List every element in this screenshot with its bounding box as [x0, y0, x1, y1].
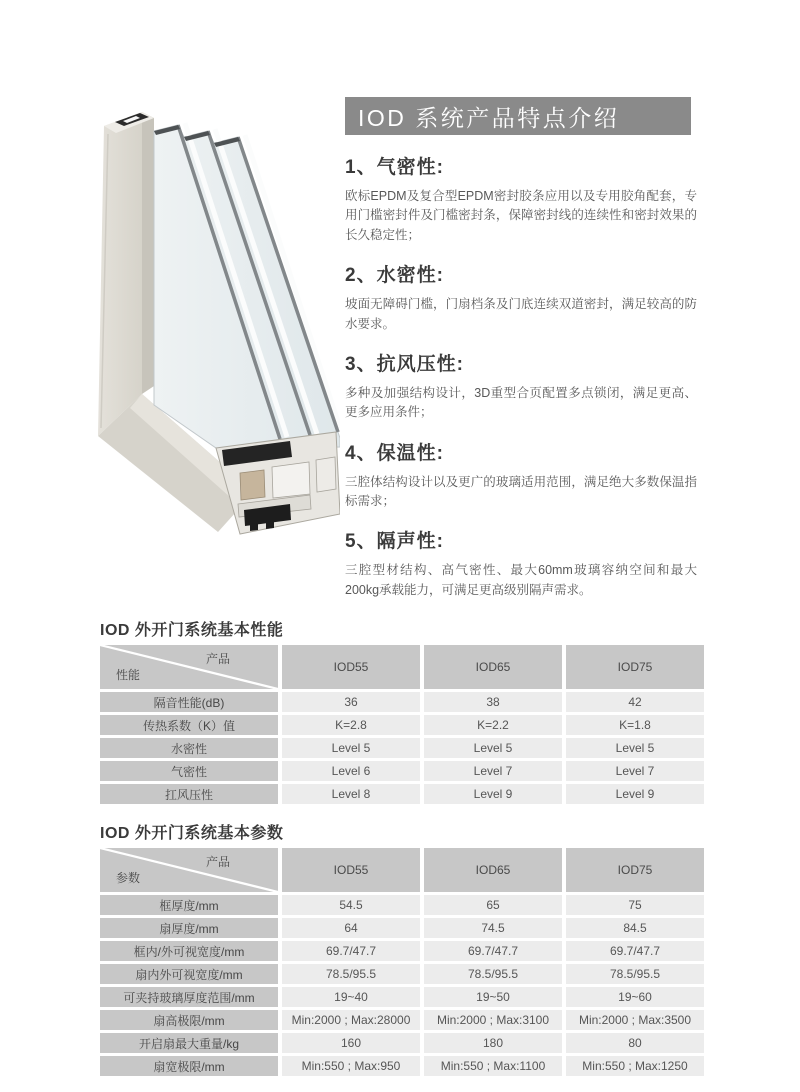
- cell-value: 64: [282, 918, 420, 938]
- performance-table-title: IOD 外开门系统基本性能: [100, 622, 284, 639]
- cell-value: Min:2000 ; Max:3500: [566, 1010, 704, 1030]
- profile-chamber: [272, 462, 310, 498]
- cell-value: 180: [424, 1033, 562, 1053]
- profile-chamber: [316, 457, 336, 492]
- row-label: 气密性: [100, 761, 278, 781]
- cell-value: 54.5: [282, 895, 420, 915]
- feature-heading: 1、气密性:: [345, 157, 444, 178]
- cell-value: Level 7: [566, 761, 704, 781]
- feature-heading: 3、抗风压性:: [345, 353, 464, 375]
- column-header: IOD65: [424, 645, 562, 689]
- cell-value: 65: [424, 895, 562, 915]
- row-label: 水密性: [100, 738, 278, 758]
- row-label: 传热系数（K）值: [100, 715, 278, 735]
- cell-value: 78.5/95.5: [566, 964, 704, 984]
- cell-value: 19~60: [566, 987, 704, 1007]
- parameters-table: [100, 848, 704, 1076]
- cell-value: 78.5/95.5: [424, 964, 562, 984]
- feature-body: 三腔体结构设计以及更广的玻璃适用范围，满足绝大多数保温指标需求；: [345, 474, 697, 508]
- thermal-break-insert: [240, 470, 265, 500]
- feature-body: 多种及加强结构设计，3D重型合页配置多点锁闭，满足更高、更多应用条件；: [345, 385, 697, 420]
- cell-value: 80: [566, 1033, 704, 1053]
- cell-value: 78.5/95.5: [282, 964, 420, 984]
- table-corner-cell: [100, 848, 278, 892]
- cell-value: Level 5: [424, 738, 562, 758]
- column-header: IOD75: [566, 645, 704, 689]
- row-label: 隔音性能(dB): [100, 692, 278, 712]
- corner-label-product: 产品: [205, 855, 230, 869]
- feature-list: [345, 150, 697, 600]
- cell-value: Min:550 ; Max:1100: [424, 1056, 562, 1076]
- corner-label-product: 产品: [205, 652, 230, 666]
- cell-value: Min:2000 ; Max:3100: [424, 1010, 562, 1030]
- triple-glazing: [154, 125, 340, 450]
- cell-value: 42: [566, 692, 704, 712]
- table-corner-cell: [100, 645, 278, 689]
- cell-value: Min:550 ; Max:1250: [566, 1056, 704, 1076]
- cell-value: 75: [566, 895, 704, 915]
- row-label: 扛风压性: [100, 784, 278, 804]
- feature-body: 欧标EPDM及复合型EPDM密封胶条应用以及专用胶角配套，专用门槛密封件及门槛密封条，保障密封线的连续性和密封效果的长久稳定性；: [345, 189, 697, 242]
- cell-value: 38: [424, 692, 562, 712]
- cell-value: Level 5: [566, 738, 704, 758]
- row-label: 开启扇最大重量/kg: [100, 1033, 278, 1053]
- row-label: 扇厚度/mm: [100, 918, 278, 938]
- row-label: 扇高极限/mm: [100, 1010, 278, 1030]
- cell-value: K=1.8: [566, 715, 704, 735]
- row-label: 可夹持玻璃厚度范围/mm: [100, 987, 278, 1007]
- corner-label-category: 参数: [116, 871, 141, 885]
- cell-value: 69.7/47.7: [424, 941, 562, 961]
- parameters-table-title: IOD 外开门系统基本参数: [100, 825, 284, 842]
- cell-value: K=2.8: [282, 715, 420, 735]
- cell-value: 19~50: [424, 987, 562, 1007]
- column-header: IOD55: [282, 645, 420, 689]
- feature-body: 坡面无障碍门槛，门扇档条及门底连续双道密封，满足较高的防水要求。: [345, 297, 697, 331]
- feature-body: 三腔型材结构、高气密性、最大60mm玻璃容纳空间和最大200kg承载能力，可满足更高级别隔声需求。: [345, 563, 697, 597]
- row-label: 扇宽极限/mm: [100, 1056, 278, 1076]
- feature-heading: 4、保温性:: [345, 442, 444, 464]
- banner-title: IOD 系统产品特点介绍: [358, 104, 620, 131]
- door-profile-sample-image: [88, 98, 340, 543]
- cell-value: 19~40: [282, 987, 420, 1007]
- performance-table: [100, 645, 704, 804]
- corner-label-category: 性能: [116, 668, 141, 682]
- frame-inner-face: [142, 112, 154, 394]
- feature-heading: 2、水密性:: [345, 265, 444, 287]
- cell-value: Level 8: [282, 784, 420, 804]
- row-label: 框内/外可视宽度/mm: [100, 941, 278, 961]
- cell-value: Level 6: [282, 761, 420, 781]
- cell-value: K=2.2: [424, 715, 562, 735]
- cell-value: 36: [282, 692, 420, 712]
- section-banner: [345, 97, 691, 135]
- column-header: IOD65: [424, 848, 562, 892]
- cell-value: Min:550 ; Max:950: [282, 1056, 420, 1076]
- column-header: IOD75: [566, 848, 704, 892]
- feature-heading: 5、隔声性:: [345, 531, 444, 553]
- cell-value: 69.7/47.7: [566, 941, 704, 961]
- gasket-fin: [266, 521, 274, 529]
- cell-value: Min:2000 ; Max:28000: [282, 1010, 420, 1030]
- gasket-fin: [250, 523, 258, 531]
- cell-value: Level 7: [424, 761, 562, 781]
- cell-value: 84.5: [566, 918, 704, 938]
- cell-value: Level 9: [424, 784, 562, 804]
- cell-value: Level 9: [566, 784, 704, 804]
- column-header: IOD55: [282, 848, 420, 892]
- cell-value: 69.7/47.7: [282, 941, 420, 961]
- cell-value: 74.5: [424, 918, 562, 938]
- row-label: 扇内外可视宽度/mm: [100, 964, 278, 984]
- cell-value: Level 5: [282, 738, 420, 758]
- cell-value: 160: [282, 1033, 420, 1053]
- row-label: 框厚度/mm: [100, 895, 278, 915]
